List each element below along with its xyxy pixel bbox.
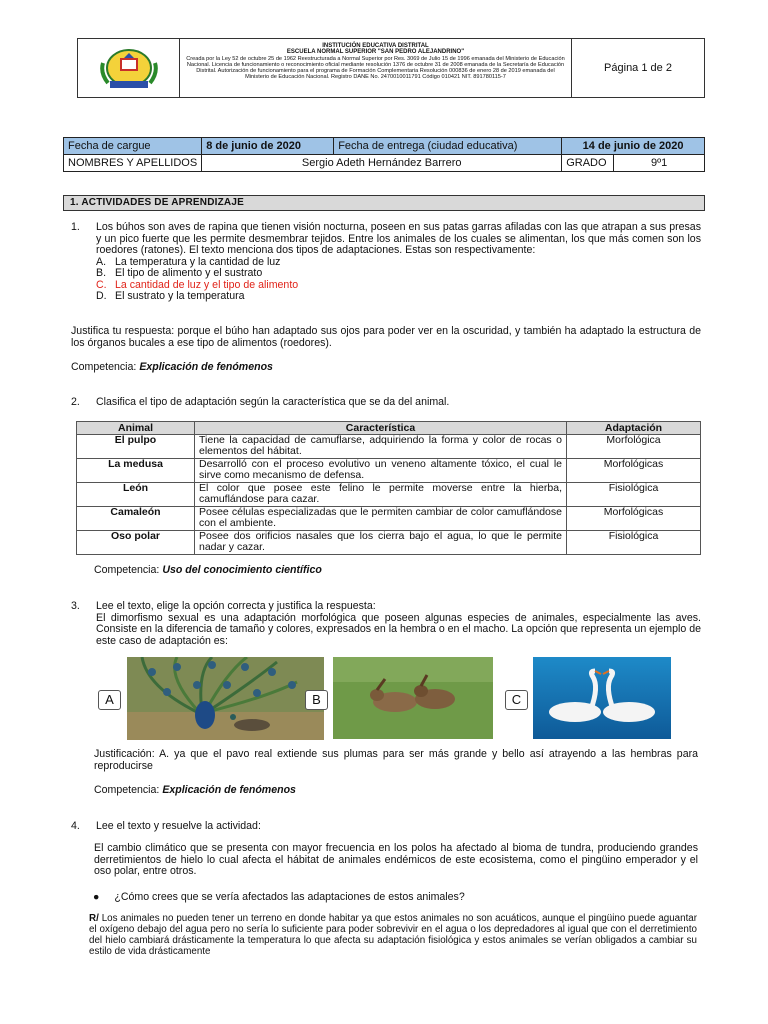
q4-bullet: ● ¿Cómo crees que se vería afectados las adaptaciones de estos animales? xyxy=(93,891,465,903)
fecha-entrega-value: 14 de junio de 2020 xyxy=(562,138,705,155)
swans-photo xyxy=(533,657,671,739)
q2-competencia: Competencia: Uso del conocimiento científico xyxy=(94,564,322,576)
page-number: Página 1 de 2 xyxy=(604,62,672,74)
question-text: Clasifica el tipo de adaptación según la característica que se da del animal. xyxy=(96,396,450,408)
school-logo xyxy=(78,39,180,97)
document-header xyxy=(77,38,705,98)
table-row: León El color que posee este felino le permite moverse entre la hierba, camuflándose para cazar. Fisiológica xyxy=(77,483,701,507)
col-header-adaptacion: Adaptación xyxy=(567,422,701,435)
col-header-caracteristica: Característica xyxy=(195,422,567,435)
question-1 xyxy=(71,222,701,322)
question-intro: Lee el texto, elige la opción correcta y justifica la respuesta: xyxy=(96,600,376,612)
nombres-label: NOMBRES Y APELLIDOS xyxy=(64,155,202,172)
question-3: 3. Lee el texto, elige la opción correcta y justifica la respuesta: El dimorfismo sexual es una adaptación morfológica que poseen algunas especies de animales, especialmente las aves. Consiste en la diferencia de tamaño y colores, expresados en la hembra o en el macho. La opción que representa un ejemplo de este caso de adaptación es: xyxy=(71,600,701,647)
hares-photo xyxy=(333,657,493,739)
option-a-label: A xyxy=(98,690,121,710)
q1-justification: Justifica tu respuesta: porque el búho han adaptado sus ojos para poder ver en la oscuridad, y también ha adaptado la estructura de los órganos bucales a ese tipo de alimentos (roedores). xyxy=(71,325,701,349)
table-row: Camaleón Posee células especializadas que le permiten cambiar de color camuflándose con el ambiente. Morfológicas xyxy=(77,507,701,531)
table-row: Oso polar Posee dos orificios nasales que los cierra bajo el agua, lo que le permite nadar y cazar. Fisiológica xyxy=(77,531,701,555)
question-number: 1. xyxy=(71,221,80,233)
q4-text: El cambio climático que se presenta con mayor frecuencia en los polos ha afectado al bioma de tundra, produciendo grandes derretimientos de hielo lo cual afecta el hábitat de animales endémicos de este ecosistema, como el pingüino emperador y el oso polar, entre otros. xyxy=(94,842,698,877)
col-header-animal: Animal xyxy=(77,422,195,435)
q1-competencia: Competencia: Explicación de fenómenos xyxy=(71,361,273,373)
option-c-selected: C. La cantidad de luz y el tipo de alimento xyxy=(96,278,299,291)
option-c-label: C xyxy=(505,690,528,710)
table-row: El pulpo Tiene la capacidad de camuflarse, adquiriendo la forma y color de rocas o elementos del hábitat. Morfológica xyxy=(77,435,701,459)
school-name: ESCUELA NORMAL SUPERIOR "SAN PEDRO ALEJANDRINO" xyxy=(286,49,465,56)
fecha-entrega-label: Fecha de entrega (ciudad educativa) xyxy=(334,138,562,155)
student-info-table xyxy=(63,137,705,172)
nombres-value: Sergio Adeth Hernández Barrero xyxy=(202,155,562,172)
fecha-cargue-value: 8 de junio de 2020 xyxy=(202,138,334,155)
adaptation-table xyxy=(76,421,701,555)
question-4: 4. Lee el texto y resuelve la actividad: xyxy=(71,821,701,835)
option-b: B. El tipo de alimento y el sustrato xyxy=(96,267,263,279)
section-title: 1. ACTIVIDADES DE APRENDIZAJE xyxy=(63,195,705,211)
option-a: A. La temperatura y la cantidad de luz xyxy=(96,255,281,268)
grado-value: 9º1 xyxy=(614,155,705,172)
q3-justification: Justificación: A. ya que el pavo real extiende sus plumas para ser más grande y bello así atrayendo a las hembras para reproducirse xyxy=(94,748,698,772)
header-institution-text xyxy=(180,39,572,97)
question-text: El dimorfismo sexual es una adaptación morfológica que poseen algunas especies de animales, especialmente las aves. Consiste en la diferencia de tamaño y colores, expresados en la hembra o en el macho. La opción que representa un ejemplo de este caso de adaptación es: xyxy=(96,611,701,647)
question-intro: Lee el texto y resuelve la actividad: xyxy=(96,820,261,832)
table-row: La medusa Desarrolló con el proceso evolutivo un veneno altamente tóxico, el cual le sirve como mecanismo de defensa. Morfológicas xyxy=(77,459,701,483)
institution-name: INSTITUCIÓN EDUCATIVA DISTRITAL xyxy=(322,43,429,49)
peacock-photo xyxy=(127,657,324,740)
question-text: Los búhos son aves de rapina que tienen visión nocturna, poseen en sus patas garras afiladas con las que atrapan a sus presas y un pico fuerte que les permite desmembrar tejidos. Entre los animales de los cuales se alimentan, los que más comen son los roedores (ratones). El texto menciona dos tipos de adaptaciones. Estas son respectivamente: xyxy=(96,221,701,256)
option-b-label: B xyxy=(305,690,328,710)
q4-answer: R/ Los animales no pueden tener un terreno en donde habitar ya que estos animales no son acuáticos, aunque el pingüino puede aguantar el oxígeno debajo del agua pero no sería lo suficiente para poder sobrevivir en el agua o los depredadores al igual que con el derretimiento del hielo cambiará drásticamente la temperatura lo que afecta su adaptación fisiológica y estos animales se verían obligados a cambiar su estilo de vida drásticamente xyxy=(89,913,697,957)
q3-competencia: Competencia: Explicación de fenómenos xyxy=(94,784,296,796)
fecha-cargue-label: Fecha de cargue xyxy=(64,138,202,155)
grado-label: GRADO xyxy=(562,155,614,172)
legal-notice: Creada por la Ley 52 de octubre 25 de 1962 Reestructurada a Normal Superior por Res. 3069 de Julio 15 de 1996 emanada del Ministerio de Educación Nacional. Licencia de funcionamiento o reconocimiento oficial mediante resolución 1376 de octubre 31 de 2008 emanada de la Secretaría de Educación Distrital. Autorización de funcionamiento para el programa de Formación Complementaria Resolución 000836 de enero 28 de 2019 emanada del Ministerio de Educación Nacional. Registro DANE No. 2470010011791 Código 010421 NIT. 891780115-7 xyxy=(186,55,565,81)
option-d: D. El sustrato y la temperatura xyxy=(96,290,245,302)
question-2: 2. Clasifica el tipo de adaptación según la característica que se da del animal. xyxy=(71,397,701,411)
bullet-icon: ● xyxy=(93,891,100,903)
